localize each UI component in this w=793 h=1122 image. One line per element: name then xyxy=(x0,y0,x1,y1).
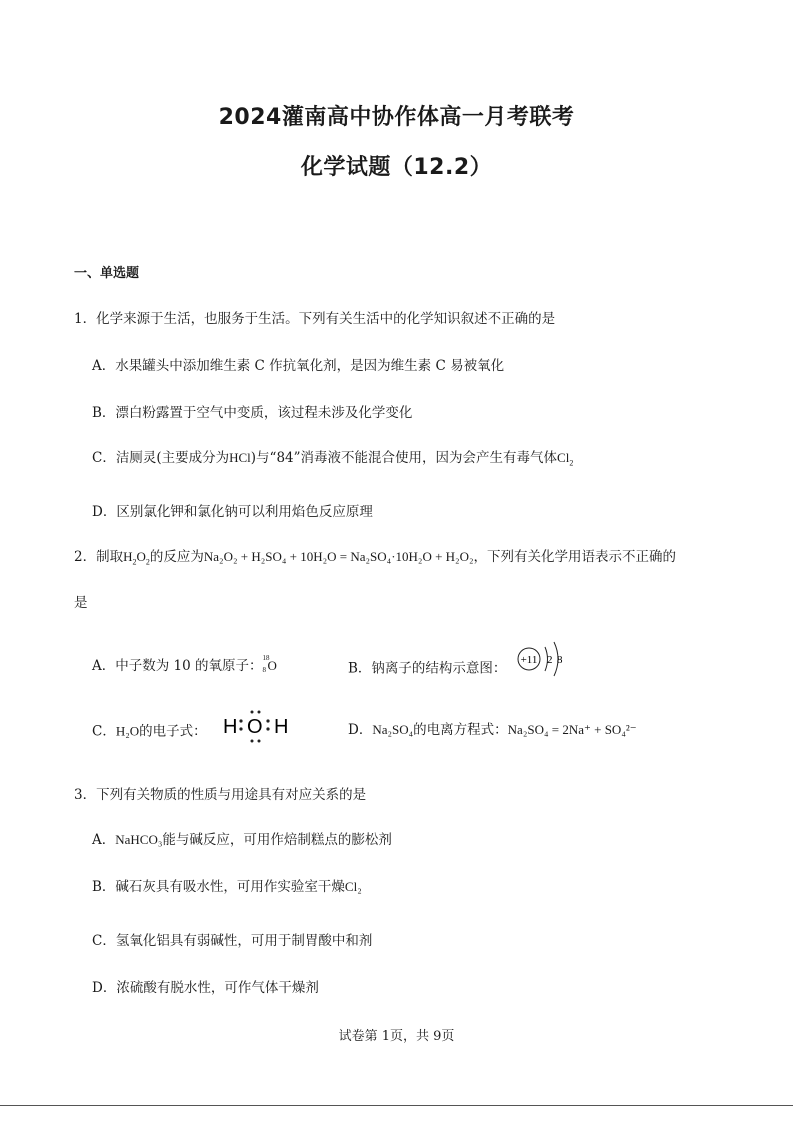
exam-title: 2024灌南高中协作体高一月考联考 xyxy=(218,105,575,130)
q1-option-b: B．漂白粉露置于空气中变质，该过程未涉及化学变化 xyxy=(92,405,413,421)
q3-option-a: A．NaHCO₃能与碱反应，可用作焙制糕点的膨松剂 xyxy=(92,832,392,848)
sodium-ion-diagram xyxy=(517,634,567,684)
q2-option-c: C．H₂O的电子式： H O H xyxy=(92,718,301,746)
cl2-formula: $Cl_2$ xyxy=(557,450,574,468)
shell-1-electrons: 2 xyxy=(546,654,553,666)
nahco3-formula: NaHCO₃ xyxy=(115,832,163,847)
reaction-equation: Na₂O₂ + H₂SO₄ + 10H₂O = Na₂SO₄·10H₂O + H₂O₂ xyxy=(203,549,474,564)
q3-option-b: B．碱石灰具有吸水性，可用作实验室干燥Cl₂ xyxy=(92,879,362,895)
ionization-equation: Na₂SO₄ = 2Na⁺ + SO₄²⁻ xyxy=(507,722,637,737)
q1-option-d: D．区别氯化钾和氯化钠可以利用焰色反应原理 xyxy=(92,504,373,520)
lewis-o: O xyxy=(246,716,263,738)
q3-option-c: C．氢氧化铝具有弱碱性，可用于制胃酸中和剂 xyxy=(92,933,373,949)
oxygen-isotope: 18 8 O xyxy=(262,654,277,674)
exam-subtitle: 化学试题（12.2） xyxy=(300,155,493,180)
q2-option-a: A．中子数为 10 的氧原子： 18 8 O xyxy=(92,654,277,674)
q1-option-a: A．水果罐头中添加维生素 C 作抗氧化剂，是因为维生素 C 易被氧化 xyxy=(92,358,505,374)
question-1-stem: 1．化学来源于生活，也服务于生活。下列有关生活中的化学知识叙述不正确的是 xyxy=(74,311,556,327)
bottom-divider xyxy=(0,1105,793,1106)
question-2-stem-cont: 是 xyxy=(74,595,88,611)
shell-2-electrons: 8 xyxy=(556,654,563,666)
h2o2-formula: $H_2O_2$ xyxy=(123,549,150,567)
lewis-h-left: H xyxy=(222,716,238,738)
nucleus-charge: +11 xyxy=(520,654,538,666)
section-heading: 一、单选题 xyxy=(74,266,140,281)
question-3-stem: 3．下列有关物质的性质与用途具有对应关系的是 xyxy=(74,787,367,803)
q2-option-b: B．钠离子的结构示意图： +11 2 8 xyxy=(348,654,567,684)
q2-option-d: D．Na₂SO₄的电离方程式：Na₂SO₄ = 2Na⁺ + SO₄²⁻ xyxy=(348,722,637,738)
cl2-formula-q3: Cl₂ xyxy=(344,879,362,894)
hcl-formula: HCl xyxy=(229,450,251,465)
na2so4-formula: Na₂SO₄ xyxy=(372,722,414,737)
question-2-stem: 2．制取$H_2O_2$的反应为Na₂O₂ + H₂SO₄ + 10H₂O = Na₂SO₄·10H₂O + H₂O₂，下列有关化学用语表示不正确的 xyxy=(74,549,677,567)
q1-option-c: C．洁厕灵(主要成分为HCl)与“84”消毒液不能混合使用，因为会产生有毒气体$Cl_2$ xyxy=(92,450,574,468)
water-formula: H₂O xyxy=(115,723,140,739)
q3-option-d: D．浓硫酸有脱水性，可作气体干燥剂 xyxy=(92,980,319,996)
water-electron-dot xyxy=(221,706,301,746)
page-footer: 试卷第 1页，共 9页 xyxy=(338,1029,455,1044)
lewis-h-right: H xyxy=(273,716,289,738)
